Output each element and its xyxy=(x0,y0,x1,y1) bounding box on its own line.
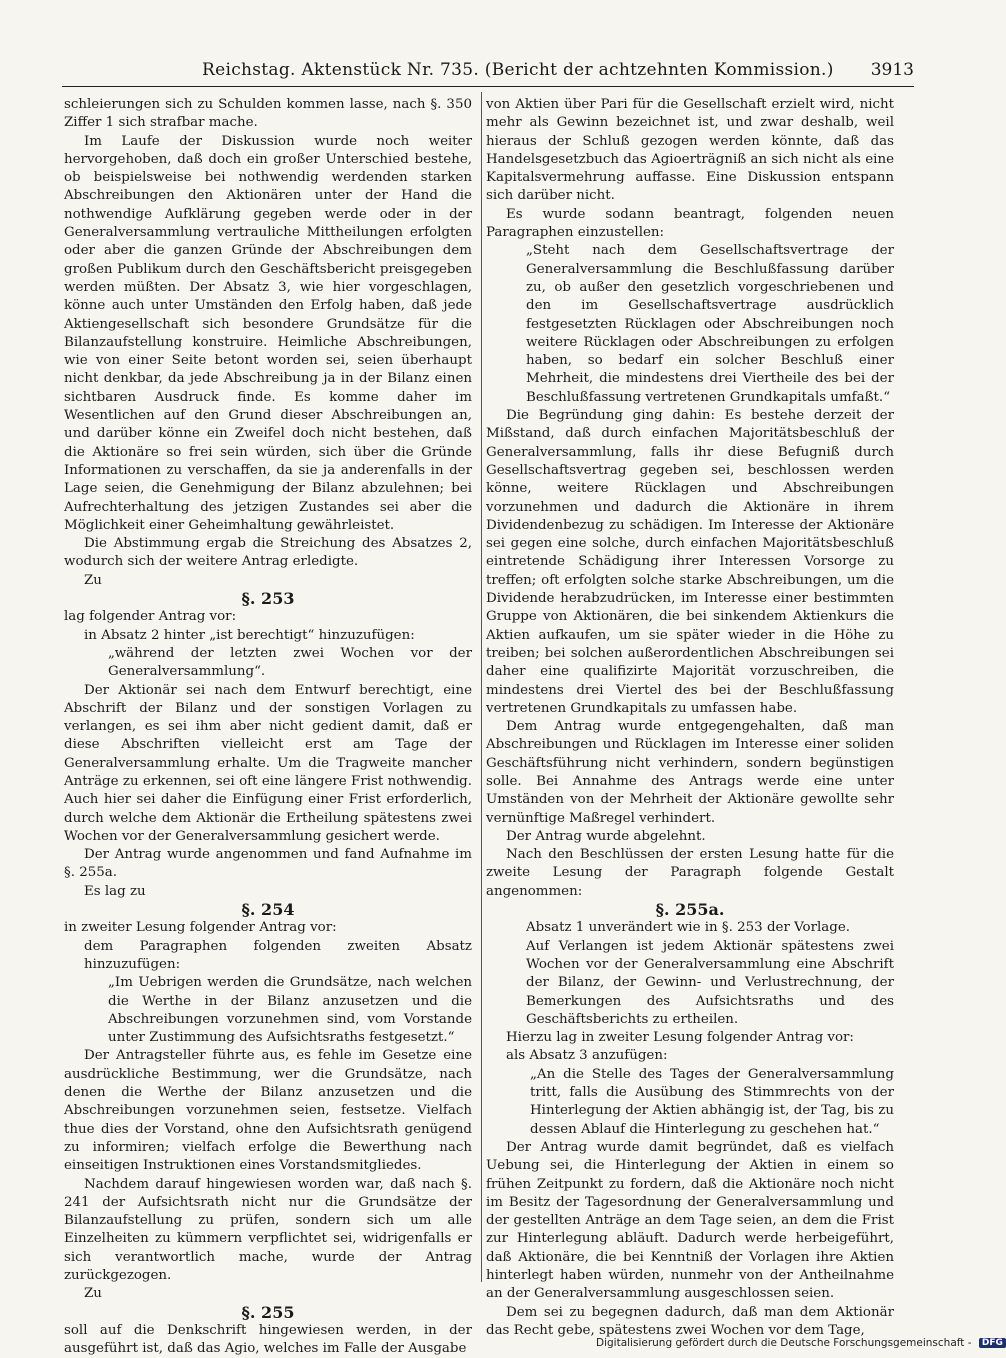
dfg-logo: DFG xyxy=(979,1338,1006,1348)
paragraph: Der Aktionär sei nach dem Entwurf berechtigt, eine Abschrift der Bilanz und der sonstigen Vorlagen zu verlangen, es sei ihm aber nicht gedient damit, daß er diese Abschriften vielleicht erst am Tage der Generalversammlung erhalte. Um die Tragweite mancher Anträge zu erkennen, sei oft eine längere Frist nothwendig. Auch hier sei daher die Einfügung einer Frist erforderlich, durch welche dem Aktionär die Ertheilung spätestens zwei Wochen vor der Generalversammlung gesichert werde. xyxy=(64,682,472,844)
paragraph: Dem Antrag wurde entgegengehalten, daß man Abschreibungen und Rücklagen im Interesse einer soliden Geschäftsführung nicht verhindern, sondern begünstigen solle. Bei Annahme des Antrags werde eine unter Umständen von der Mehrheit der Aktionäre gewollte sehr vernünftige Maßregel verhindert. xyxy=(486,719,894,826)
page-number: 3913 xyxy=(870,60,914,80)
paragraph: Absatz 1 unverändert wie in §. 253 der Vorlage. xyxy=(526,920,851,936)
paragraph: Es lag zu xyxy=(84,883,146,899)
paragraph: Zu xyxy=(84,1286,102,1302)
paragraph: Der Antrag wurde angenommen und fand Aufnahme im §. 255a. xyxy=(64,847,472,881)
paragraph: Hierzu lag in zweiter Lesung folgender Antrag vor: xyxy=(506,1030,854,1046)
page-header xyxy=(62,58,914,87)
section-heading: §. 254 xyxy=(241,900,295,920)
paragraph: Auf Verlangen ist jedem Aktionär spätestens zwei Wochen vor der Generalversammlung eine Abschrift der Bilanz, der Gewinn- und Verlustrechnung, der Bemerkungen des Aufsichtsraths und des Geschäftsberichts zu ertheilen. xyxy=(526,938,894,1027)
paragraph: Es wurde sodann beantragt, folgenden neuen Paragraphen einzustellen: xyxy=(486,206,894,241)
paragraph: Nachdem darauf hingewiesen worden war, daß nach §. 241 der Aufsichtsrath nicht nur die Grundsätze der Bilanzaufstellung zu prüfen, sondern sich um alle Einzelheiten zu kümmern verpflichtet sei, widrigenfalls er sich verantwortlich mache, wurde der Antrag zurückgezogen. xyxy=(64,1176,472,1283)
paragraph: Nach den Beschlüssen der ersten Lesung hatte für die zweite Lesung der Paragraph folgende Gestalt angenommen: xyxy=(486,847,894,899)
running-head: Reichstag. Aktenstück Nr. 735. (Bericht der achtzehnten Kommission.) xyxy=(202,60,834,80)
page-footer xyxy=(596,1337,1003,1353)
right-column xyxy=(486,96,894,1340)
paragraph: Die Begründung ging dahin: Es bestehe derzeit der Mißstand, daß durch einfachen Majoritätsbeschluß der Generalversammlung, falls ihr diese Befugniß durch Gesellschaftsvertrag gegeben sei, beschlossen werden könne, weitere Rücklagen und Abschreibungen vorzunehmen und dadurch die Aktionäre in ihrem Dividendenbezug zu schädigen. Im Interesse der Aktionäre sei gegen eine solche, durch einfachen Majoritätsbeschluß eintretende Schädigung ihrer Interessen Vorsorge zu treffen; oft erfolgten solche starke Abschreibungen, um die Dividende herabzudrücken, im Interesse einer bestimmten Gruppe von Aktionären, die bei sinkendem Aktienkurs die Aktien aufkaufen, um sie später wieder in die Höhe zu treiben; bei solchen außerordentlichen Abschreibungen sei daher eine qualifizirte Majorität vorzuschreiben, die mindestens drei Viertel des bei der Beschlußfassung vertretenen Grundkapitals zu umfassen habe. xyxy=(486,408,894,716)
funding-credit: Digitalisierung gefördert durch die Deutsche Forschungsgemeinschaft - xyxy=(596,1337,972,1349)
paragraph: schleierungen sich zu Schulden kommen lasse, nach §. 350 Ziffer 1 sich strafbar mache. xyxy=(64,97,472,131)
section-heading: §. 255 xyxy=(241,1302,295,1322)
paragraph: Der Antragsteller führte aus, es fehle im Gesetze eine ausdrückliche Bestimmung, wer die Grundsätze, nach denen die Werthe der Bilanz anzusetzen und die Abschreibungen vorzunehmen seien, festsetze. Vielfach thue dies der Vorstand, ohne den Aufsichtsrath genügend zu informiren; vielfach erfolge die Bewerthung nach einseitigen Instruktionen eines Vorstandsmitgliedes. xyxy=(64,1048,472,1174)
paragraph: soll auf die Denkschrift hingewiesen werden, in der ausgeführt ist, daß das Agio, welches im Falle der Ausgabe xyxy=(64,1322,472,1357)
left-column xyxy=(64,96,472,1358)
paragraph: „An die Stelle des Tages der Generalversammlung tritt, falls die Ausübung des Stimmrechts von der Hinterlegung der Aktien abhängig ist, der Tag, bis zu dessen Ablauf die Hinterlegung zu geschehen hat.“ xyxy=(530,1066,894,1137)
section-heading: §. 253 xyxy=(241,589,295,609)
paragraph: als Absatz 3 anzufügen: xyxy=(506,1048,668,1064)
paragraph: in Absatz 2 hinter „ist berechtigt“ hinzuzufügen: xyxy=(84,627,415,643)
paragraph: Die Abstimmung ergab die Streichung des Absatzes 2, wodurch sich der weitere Antrag erledigte. xyxy=(64,536,472,570)
paragraph: lag folgender Antrag vor: xyxy=(64,609,237,625)
paragraph: „Steht nach dem Gesellschaftsvertrage der Generalversammlung die Beschlußfassung darüber zu, ob außer den gesetzlich vorgeschriebenen und den im Gesellschaftsvertrage ausdrücklich festgesetzten Rücklagen oder Abschreibungen noch weitere Rücklagen oder Abschreibungen zu erfolgen haben, so bedarf ein solcher Beschluß einer Mehrheit, die mindestens drei Viertheile des bei der Beschlußfassung vertretenen Grundkapitals umfaßt.“ xyxy=(526,243,894,405)
paragraph: „während der letzten zwei Wochen vor der Generalversammlung“. xyxy=(108,645,472,680)
paragraph: in zweiter Lesung folgender Antrag vor: xyxy=(64,920,337,936)
paragraph: dem Paragraphen folgenden zweiten Absatz hinzuzufügen: xyxy=(84,938,472,972)
paragraph: Der Antrag wurde damit begründet, daß es vielfach Uebung sei, die Hinterlegung der Aktien in einem so frühen Zeitpunkt zu fordern, daß die Aktionäre noch nicht im Besitz der Tagesordnung der Generalversammlung und der gestellten Anträge an dem Tage seien, an dem die Frist zur Hinterlegung abläuft. Dadurch werde herbeigeführt, daß Aktionäre, die bei Kenntniß der Vorlagen ihre Aktien hinterlegt haben würden, nunmehr von der Antheilnahme an der Generalversammlung ausgeschlossen seien. xyxy=(486,1139,894,1302)
paragraph: Dem sei zu begegnen dadurch, daß man dem Aktionär das Recht gebe, spätestens zwei Wochen vor dem Tage, xyxy=(486,1304,894,1338)
paragraph: Zu xyxy=(84,572,102,588)
paragraph: „Im Uebrigen werden die Grundsätze, nach welchen die Werthe in der Bilanz anzusetzen und die Abschreibungen vorzunehmen sind, vom Vorstande unter Zustimmung des Aufsichtsraths festgesetzt.“ xyxy=(108,975,472,1046)
paragraph: Der Antrag wurde abgelehnt. xyxy=(506,828,706,844)
column-divider xyxy=(481,92,482,1282)
paragraph: von Aktien über Pari für die Gesellschaft erzielt wird, nicht mehr als Gewinn bezeichnet ist, und zwar deshalb, weil hieraus der Schluß gezogen werden könnte, daß das Handelsgesetzbuch das Agioerträgniß an sich nicht als eine Kapitalsvermehrung auffasse. Eine Diskussion entspann sich darüber nicht. xyxy=(486,97,894,204)
section-heading: §. 255a. xyxy=(655,900,725,920)
paragraph: Im Laufe der Diskussion wurde noch weiter hervorgehoben, daß doch ein großer Unterschied bestehe, ob beispielsweise bei nothwendig werdenden starken Abschreibungen den Aktionären unter der Hand die nothwendige Aufklärung gegeben werde oder in der Generalversammlung vertrauliche Mittheilungen erfolgten oder aber die ganzen Gründe der Abschreibungen dem großen Publikum durch den Geschäftsbericht preisgegeben werden müßten. Der Absatz 3, wie hier vorgeschlagen, könne auch unter Umständen den Erfolg haben, daß jede Aktiengesellschaft sich besondere Grundsätze für die Bilanzaufstellung konstruire. Heimliche Abschreibungen, wie von einer Seite betont worden sei, seien überhaupt nicht denkbar, da jede Abschreibung ja in der Bilanz einen sichtbaren Ausdruck finde. Es komme daher im Wesentlichen auf den Grund dieser Abschreibungen an, und darüber könne ein Zweifel doch nicht bestehen, daß die Aktionäre so frei sein würden, sich über die Gründe Informationen zu verschaffen, da sie ja anderenfalls in der Lage seien, die Genehmigung der Bilanz abzulehnen; bei Aufrechterhaltung des jetzigen Zustandes sei aber die Möglichkeit einer Geheimhaltung gewährleistet. xyxy=(64,133,472,533)
